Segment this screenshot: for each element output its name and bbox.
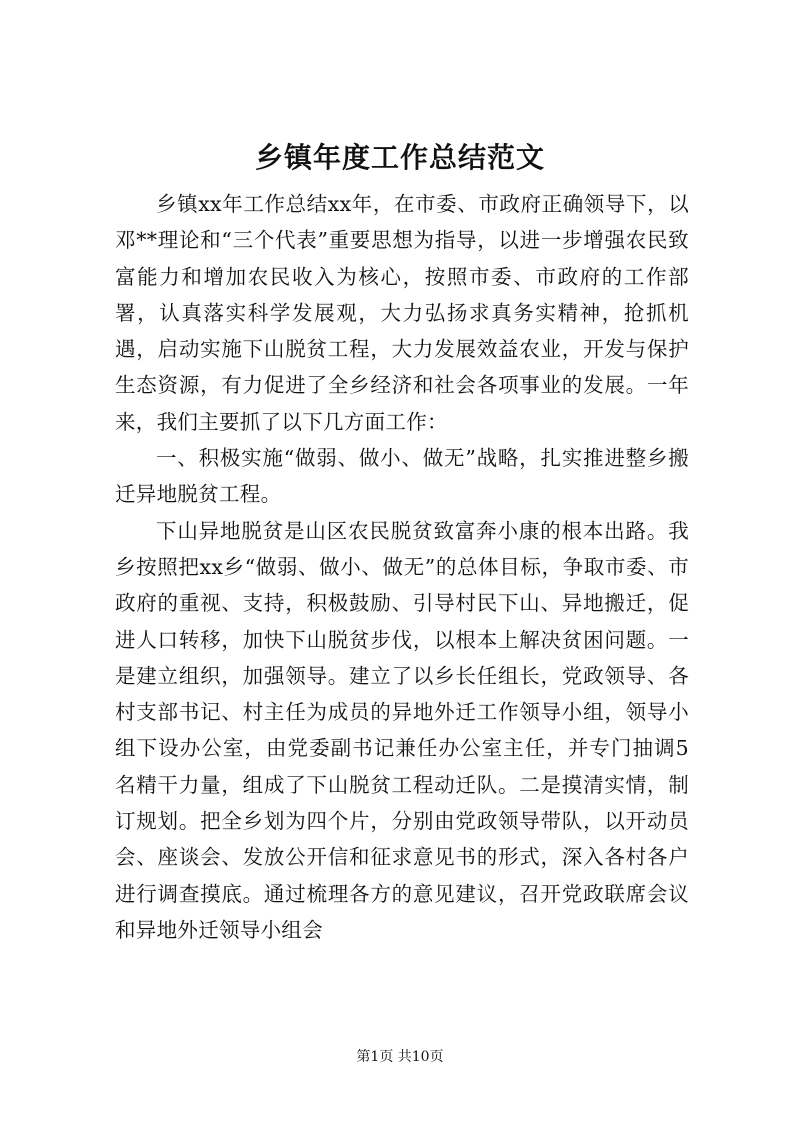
document-title: 乡镇年度工作总结范文 — [254, 141, 545, 174]
document-body — [115, 186, 689, 948]
paragraph-section-heading: 一、积极实施“做弱、做小、做无”战略，扎实推进整乡搬迁异地脱贫工程。 — [115, 446, 689, 507]
page-footer: 第1页 共10页 — [356, 1049, 444, 1065]
paragraph-relocation: 下山异地脱贫是山区农民脱贫致富奔小康的根本出路。我乡按照把xx乡“做弱、做小、做无”的总体目标，争取市委、市政府的重视、支持，积极鼓励、引导村民下山、异地搬迁，促进人口转移，加快下山脱贫步伐，以根本上解决贫困问题。一是建立组织，加强领导。建立了以乡长任组长，党政领导、各村支部书记、村主任为成员的异地外迁工作领导小组，领导小组下设办公室，由党委副书记兼任办公室主任，并专门抽调5名精干力量，组成了下山脱贫工程动迁队。二是摸清实情，制订规划。把全乡划为四个片，分别由党政领导带队，以开动员会、座谈会、发放公开信和征求意见书的形式，深入各村各户进行调查摸底。通过梳理各方的意见建议，召开党政联席会议和异地外迁领导小组会 — [115, 518, 689, 942]
paragraph-intro: 乡镇xx年工作总结xx年，在市委、市政府正确领导下，以邓**理论和“三个代表”重要思想为指导，以进一步增强农民致富能力和增加农民收入为核心，按照市委、市政府的工作部署，认真落实科学发展观，大力弘扬求真务实精神，抢抓机遇，启动实施下山脱贫工程，大力发展效益农业，开发与保护生态资源，有力促进了全乡经济和社会各项事业的发展。一年来，我们主要抓了以下几方面工作： — [115, 192, 689, 434]
